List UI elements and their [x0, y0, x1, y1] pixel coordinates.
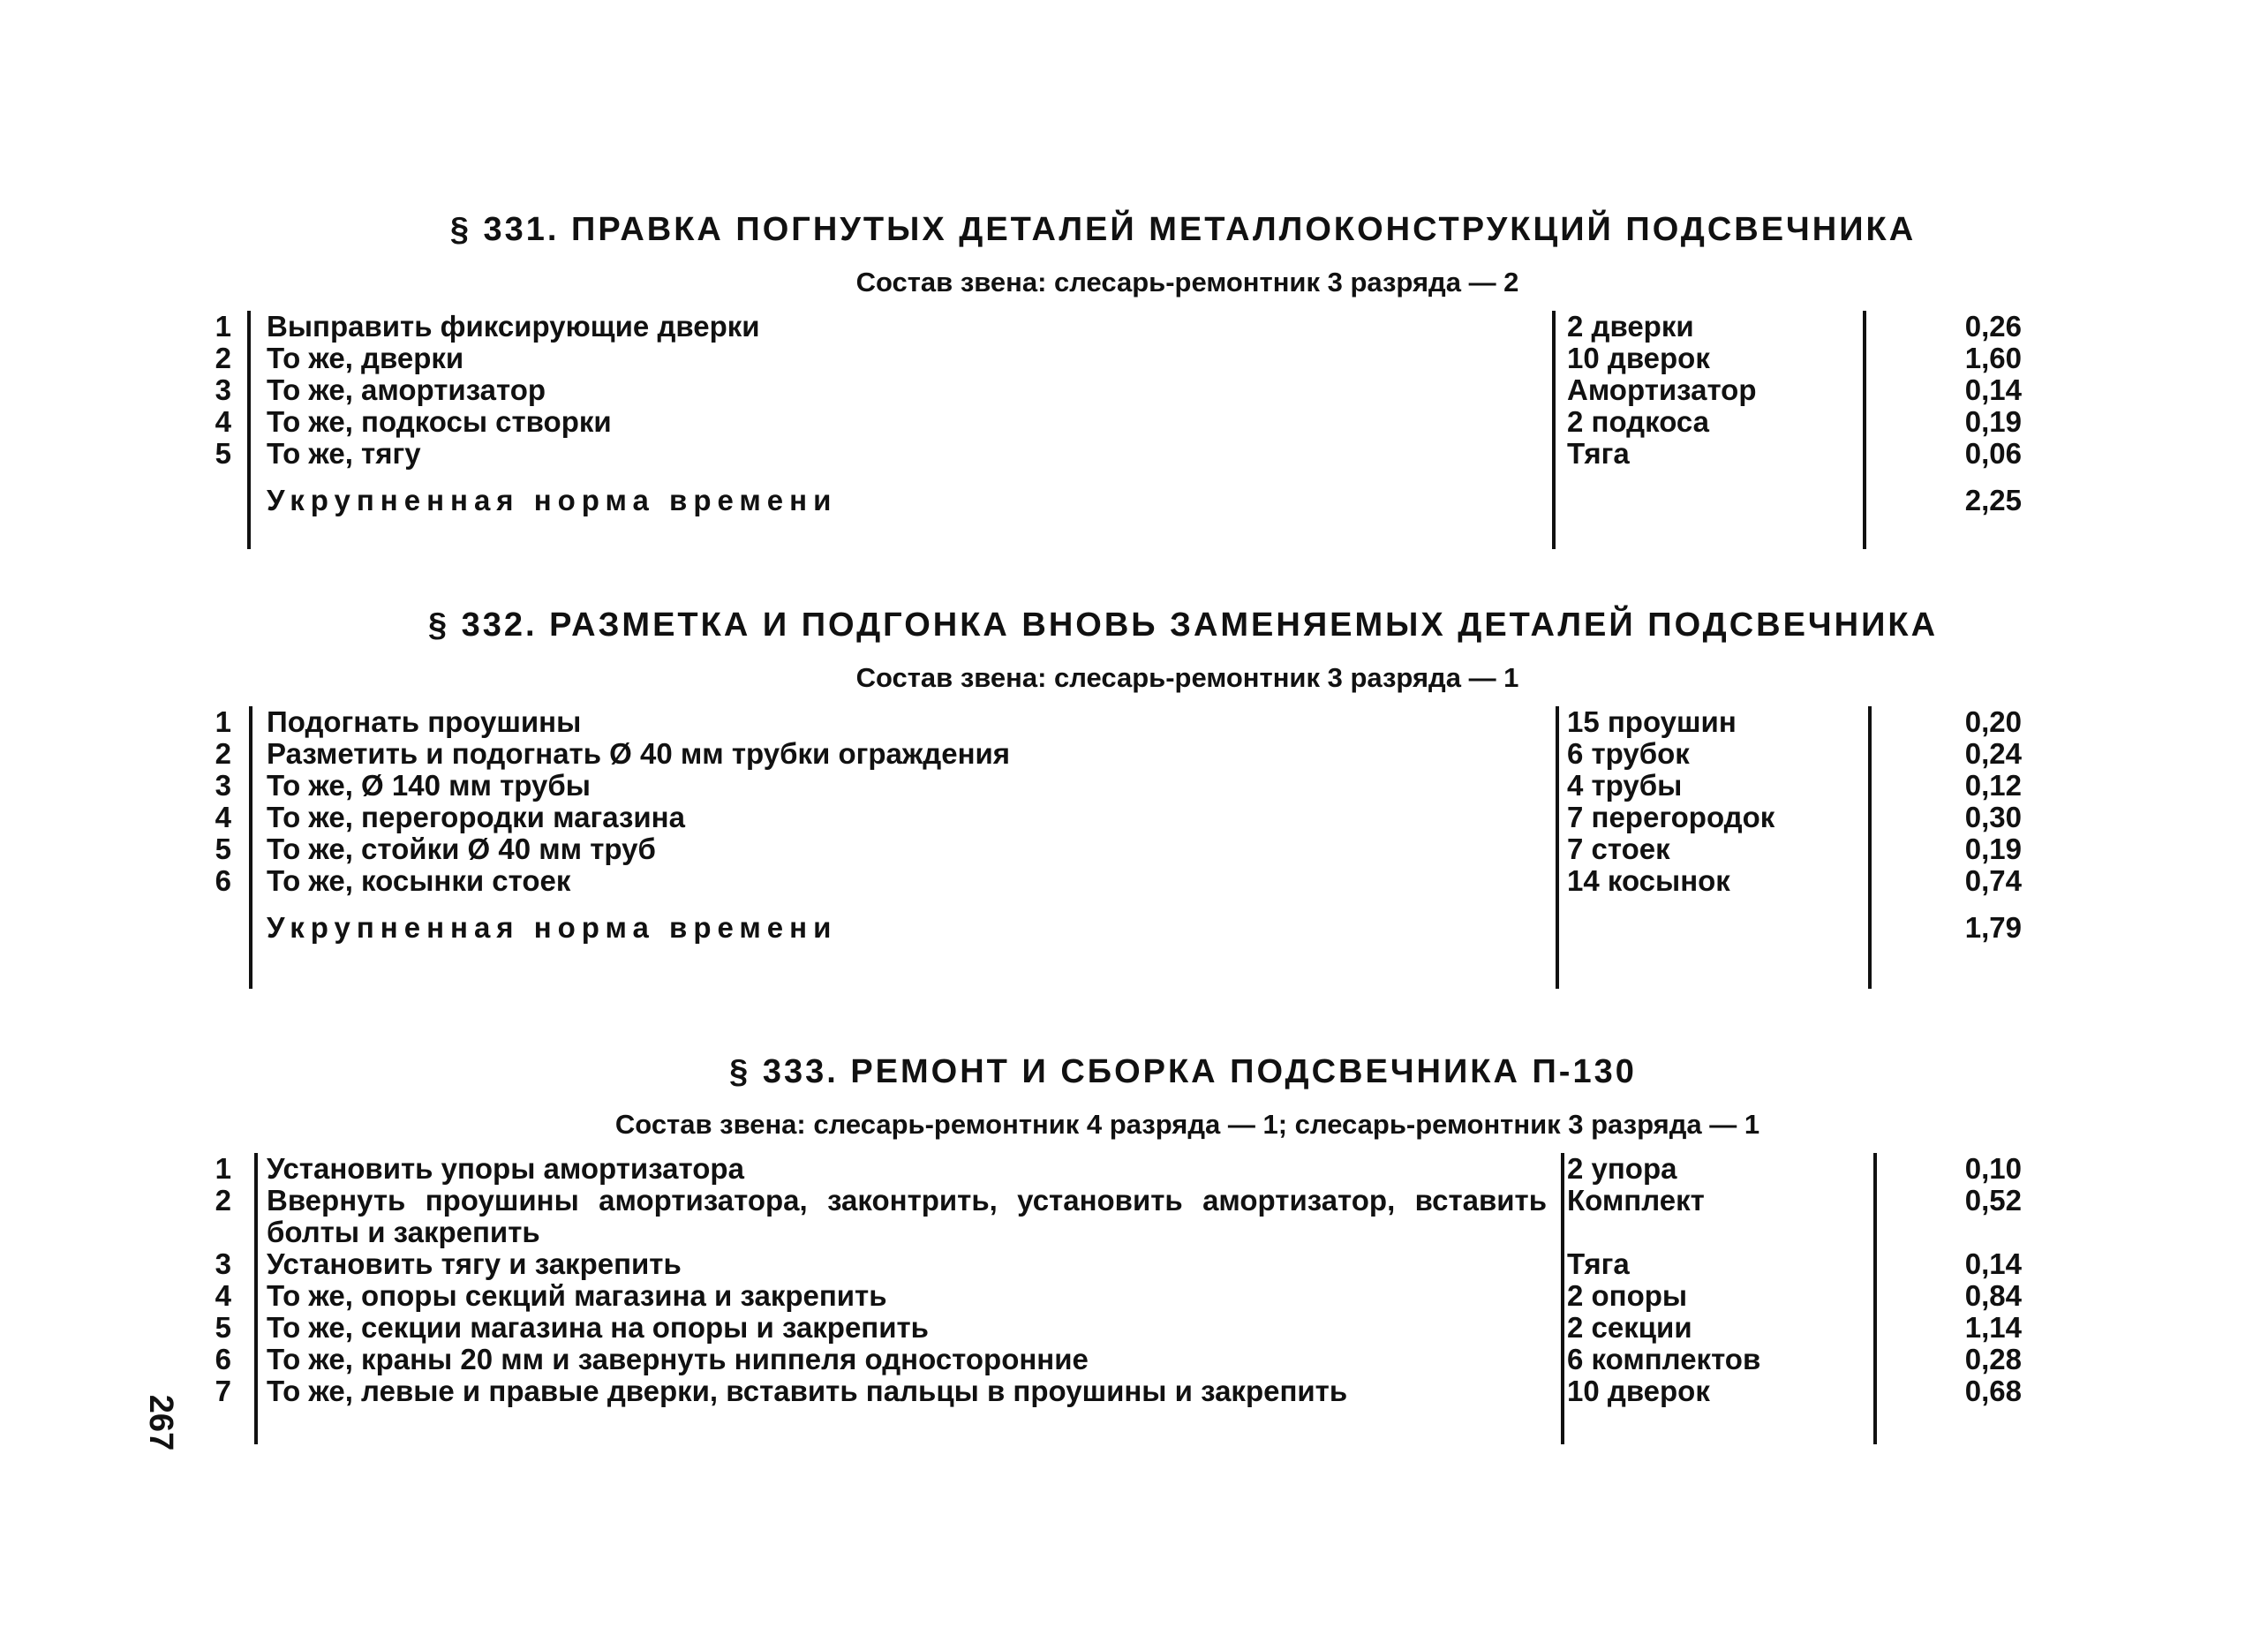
- section-332: [185, 600, 2075, 959]
- row-number: 4: [215, 1279, 231, 1312]
- operation-text: То же, дверки: [267, 342, 464, 374]
- unit-text: 2 дверки: [1567, 310, 1694, 343]
- time-value: 0,20: [1964, 705, 2022, 738]
- table-row: [185, 865, 2075, 897]
- unit-text: 6 комплектов: [1567, 1343, 1761, 1375]
- operation-text: То же, левые и правые дверки, вставить пальцы в проушины и закрепить: [267, 1375, 1348, 1407]
- norms-table: [185, 311, 2075, 531]
- section-title: § 332. РАЗМЕТКА И ПОДГОНКА ВНОВЬ ЗАМЕНЯЕМЫХ ДЕТАЛЕЙ ПОДСВЕЧНИКА: [427, 607, 1939, 644]
- table-row: [185, 1312, 2075, 1344]
- row-number: 6: [215, 1343, 231, 1375]
- row-number: 3: [215, 1247, 231, 1280]
- row-number: 7: [215, 1375, 231, 1407]
- time-value: 0,68: [1964, 1375, 2022, 1407]
- table-row: [185, 406, 2075, 438]
- row-number: 2: [215, 342, 231, 374]
- table-row: [185, 706, 2075, 738]
- unit-text: 10 дверок: [1567, 1375, 1710, 1407]
- time-value: 0,28: [1964, 1343, 2022, 1375]
- table-row: [185, 343, 2075, 374]
- unit-text: 4 трубы: [1567, 769, 1683, 802]
- operation-text: То же, краны 20 мм и завернуть ниппеля односторонние: [267, 1343, 1089, 1375]
- crew-composition: Состав звена: слесарь-ремонтник 4 разряда — 1; слесарь-ремонтник 3 разряда — 1: [614, 1109, 1760, 1140]
- unit-text: 2 упора: [1567, 1152, 1677, 1185]
- unit-text: 2 опоры: [1567, 1279, 1688, 1312]
- table-row: [185, 770, 2075, 802]
- row-number: 6: [215, 864, 231, 897]
- operation-text: То же, секции магазина на опоры и закрепить: [267, 1311, 929, 1344]
- total-value: 2,25: [1964, 484, 2022, 516]
- row-number: 5: [215, 833, 231, 865]
- section-333: [185, 1047, 2075, 1407]
- table-row: [185, 1185, 2075, 1248]
- total-label: Укрупненная норма времени: [267, 484, 838, 516]
- row-number: 3: [215, 373, 231, 406]
- total-row: [185, 897, 2075, 959]
- operation-text: То же, стойки Ø 40 мм труб: [267, 833, 656, 865]
- time-value: 0,14: [1964, 373, 2022, 406]
- time-value: 1,60: [1964, 342, 2022, 374]
- row-number: 2: [215, 737, 231, 770]
- unit-text: 6 трубок: [1567, 737, 1690, 770]
- table-row: [185, 1375, 2075, 1407]
- time-value: 0,19: [1964, 405, 2022, 438]
- operation-text: Выправить фиксирующие дверки: [267, 310, 760, 343]
- norms-table: [185, 1153, 2075, 1407]
- row-number: 4: [215, 801, 231, 833]
- operation-text: Установить тягу и закрепить: [267, 1247, 682, 1280]
- row-number: 5: [215, 437, 231, 470]
- row-number: 2: [215, 1184, 231, 1217]
- time-value: 0,26: [1964, 310, 2022, 343]
- row-number: 1: [215, 1152, 231, 1185]
- table-row: [185, 833, 2075, 865]
- unit-text: 2 подкоса: [1567, 405, 1710, 438]
- time-value: 0,14: [1964, 1247, 2022, 1280]
- operation-text: Разметить и подогнать Ø 40 мм трубки ограждения: [267, 737, 1011, 770]
- unit-text: 14 косынок: [1567, 864, 1730, 897]
- table-row: [185, 311, 2075, 343]
- operation-text: То же, подкосы створки: [267, 405, 612, 438]
- row-number: 1: [215, 310, 231, 343]
- table-row: [185, 438, 2075, 470]
- row-number: 1: [215, 705, 231, 738]
- time-value: 0,12: [1964, 769, 2022, 802]
- time-value: 0,24: [1964, 737, 2022, 770]
- page-number: 267: [142, 1394, 180, 1451]
- unit-text: Комплект: [1567, 1184, 1705, 1217]
- time-value: 0,74: [1964, 864, 2022, 897]
- unit-text: 10 дверок: [1567, 342, 1710, 374]
- table-row: [185, 1248, 2075, 1280]
- table-row: [185, 1153, 2075, 1185]
- time-value: 0,19: [1964, 833, 2022, 865]
- norms-table: [185, 706, 2075, 959]
- operation-text: То же, косынки стоек: [267, 864, 571, 897]
- section-title: § 331. ПРАВКА ПОГНУТЫХ ДЕТАЛЕЙ МЕТАЛЛОКОНСТРУКЦИЙ ПОДСВЕЧНИКА: [449, 211, 1917, 248]
- operation-text: То же, амортизатор: [267, 373, 546, 406]
- unit-text: 15 проушин: [1567, 705, 1737, 738]
- operation-text: То же, Ø 140 мм трубы: [267, 769, 591, 802]
- table-row: [185, 802, 2075, 833]
- operation-text: То же, тягу: [267, 437, 421, 470]
- time-value: 0,10: [1964, 1152, 2022, 1185]
- table-row: [185, 374, 2075, 406]
- table-row: [185, 1344, 2075, 1375]
- operation-text: Подогнать проушины: [267, 705, 582, 738]
- unit-text: Тяга: [1567, 1247, 1630, 1280]
- operation-text: Установить упоры амортизатора: [267, 1152, 744, 1185]
- total-label: Укрупненная норма времени: [267, 911, 838, 944]
- crew-composition: Состав звена: слесарь-ремонтник 3 разряда — 1: [855, 662, 1519, 693]
- table-row: [185, 738, 2075, 770]
- total-row: [185, 470, 2075, 531]
- table-row: [185, 1280, 2075, 1312]
- section-331: [185, 205, 2075, 531]
- section-title: § 333. РЕМОНТ И СБОРКА ПОДСВЕЧНИКА П-130: [729, 1053, 1637, 1090]
- crew-composition: Состав звена: слесарь-ремонтник 3 разряда — 2: [855, 267, 1519, 298]
- unit-text: 7 перегородок: [1567, 801, 1775, 833]
- time-value: 0,30: [1964, 801, 2022, 833]
- operation-text: Ввернуть проушины амортизатора, законтрить, установить амортизатор, вставить болты и закрепить: [267, 1184, 1547, 1248]
- time-value: 1,14: [1964, 1311, 2022, 1344]
- row-number: 4: [215, 405, 231, 438]
- row-number: 5: [215, 1311, 231, 1344]
- time-value: 0,06: [1964, 437, 2022, 470]
- unit-text: Амортизатор: [1567, 373, 1757, 406]
- time-value: 0,52: [1964, 1184, 2022, 1217]
- unit-text: Тяга: [1567, 437, 1630, 470]
- time-value: 0,84: [1964, 1279, 2022, 1312]
- unit-text: 7 стоек: [1567, 833, 1670, 865]
- operation-text: То же, перегородки магазина: [267, 801, 685, 833]
- unit-text: 2 секции: [1567, 1311, 1692, 1344]
- row-number: 3: [215, 769, 231, 802]
- total-value: 1,79: [1964, 911, 2022, 944]
- operation-text: То же, опоры секций магазина и закрепить: [267, 1279, 887, 1312]
